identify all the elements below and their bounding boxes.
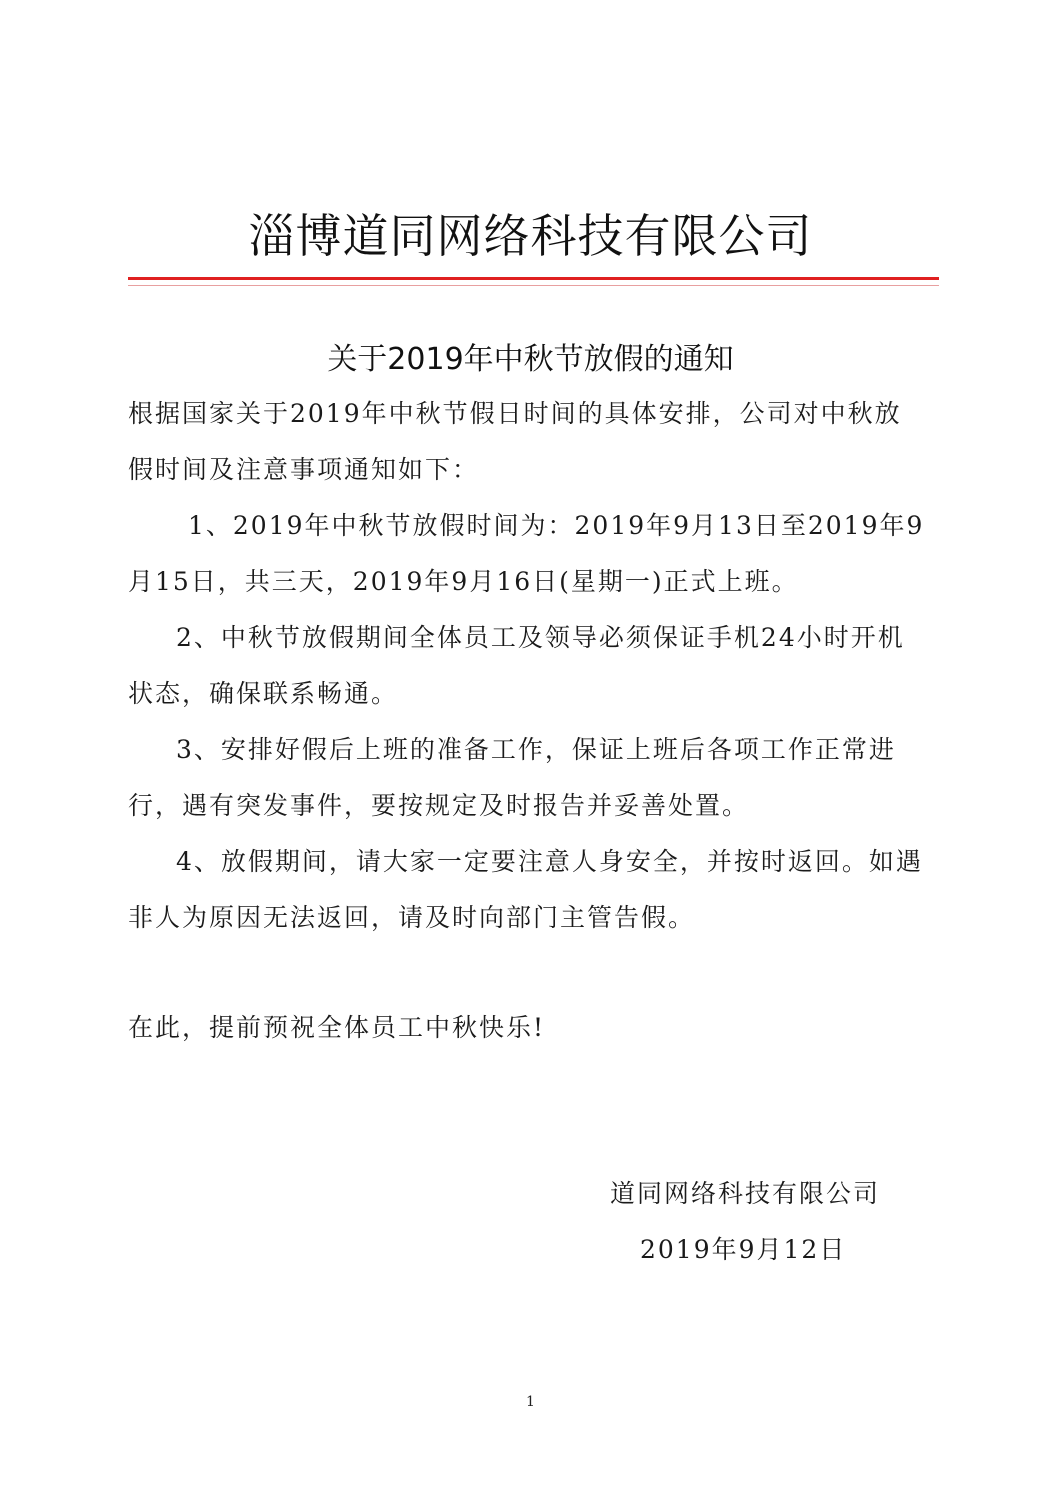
page-number: 1 — [526, 1394, 535, 1410]
notice-item-2: 2、中秋节放假期间全体员工及领导必须保证手机24小时开机状态，确保联系畅通。 — [128, 623, 905, 708]
notice-title: 关于2019年中秋节放假的通知 — [327, 342, 734, 377]
notice-closing: 在此，提前预祝全体员工中秋快乐! — [128, 1013, 546, 1042]
notice-item-3: 3、安排好假后上班的准备工作，保证上班后各项工作正常进行，遇有突发事件，要按规定及时报告并妥善处置。 — [128, 735, 896, 820]
letterhead-thin-rule — [128, 285, 939, 286]
letterhead-company-name: 淄博道同网络科技有限公司 — [248, 209, 813, 263]
notice-item-4: 4、放假期间，请大家一定要注意人身安全，并按时返回。如遇非人为原因无法返回，请及时向部门主管告假。 — [128, 847, 923, 932]
letterhead-red-rule — [128, 277, 939, 280]
notice-intro: 根据国家关于2019年中秋节假日时间的具体安排，公司对中秋放假时间及注意事项通知如下： — [128, 399, 902, 484]
signature-date: 2019年9月12日 — [640, 1235, 847, 1264]
signature-organization: 道同网络科技有限公司 — [610, 1179, 881, 1208]
notice-item-1: 1、2019年中秋节放假时间为：2019年9月13日至2019年9月15日，共三天，2019年9月16日(星期一)正式上班。 — [128, 511, 925, 596]
